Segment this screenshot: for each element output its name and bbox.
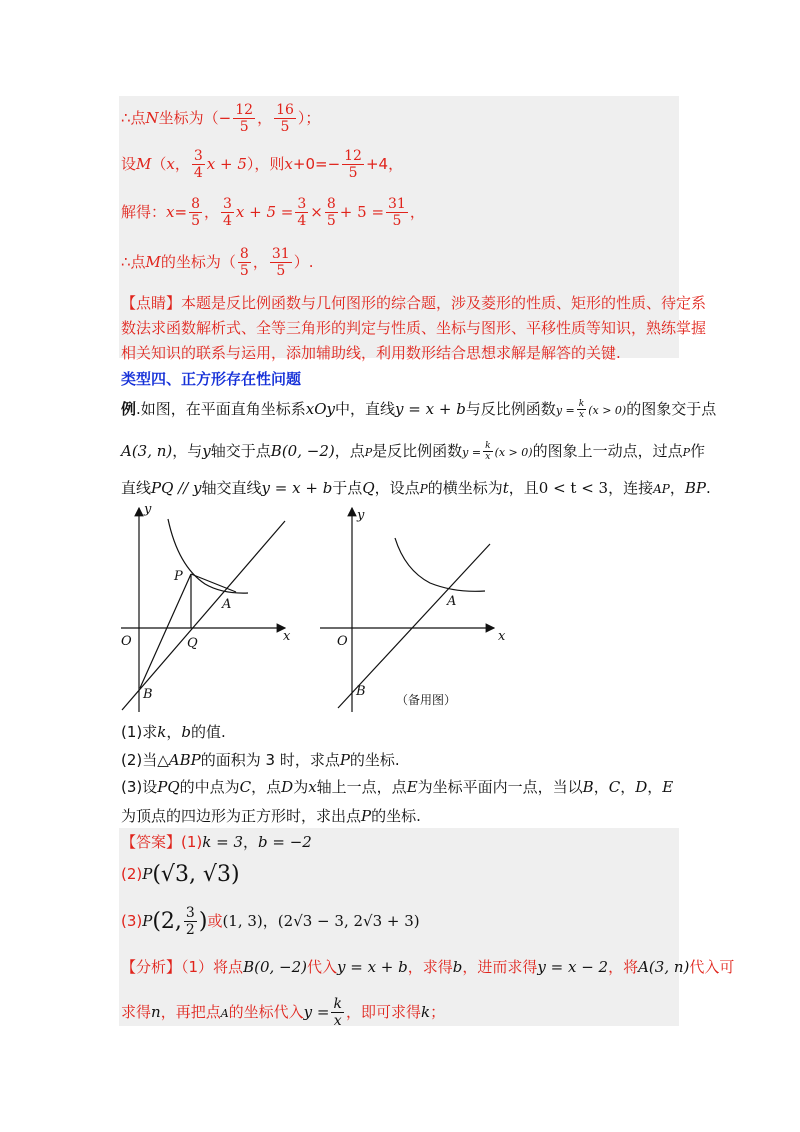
question-3-line-2: 为顶点的四边形为正方形时，求出点P的坐标. xyxy=(121,807,421,825)
fig2-label-B: B xyxy=(356,684,366,699)
figure-2 xyxy=(320,508,494,712)
comment-line-1: 【点睛】本题是反比例函数与几何图形的综合题，涉及菱形的性质、矩形的性质、待定系 xyxy=(121,294,707,312)
fig1-label-B: B xyxy=(143,687,153,702)
fig1-hyperbola xyxy=(168,519,248,593)
problem-line-3: 直线PQ // y轴交直线y = x + b于点Q，设点P的横坐标为t，且0 < t < 3，连接AP，BP. xyxy=(121,479,711,497)
fig1-label-O: O xyxy=(121,634,132,649)
problem-line-2: A(3, n)，与y轴交于点B(0, −2)，点P是反比例函数y = $\frac{k}{x}$ (x > 0)的图象上一动点，过点P作 xyxy=(121,441,705,462)
fig2-label-A: A xyxy=(447,594,457,609)
question-3-line-1: (3)设PQ的中点为C，点D为x轴上一点，点E为坐标平面内一点，当以B，C，D，E xyxy=(121,778,674,796)
question-2: (2)当△ABP的面积为 3 时，求点P的坐标. xyxy=(121,751,400,769)
fig2-hyperbola xyxy=(395,538,485,591)
answer-line-1: 【答案】(1)k = 3，b = −2 xyxy=(121,833,312,851)
comment-line-2: 数法求函数解析式、全等三角形的判定与性质、坐标与图形、平移性质等知识，熟练掌握 xyxy=(121,319,707,337)
solution-line-2: 设M（x， $\frac{3}{4}$ x + 5），则x+0=− $\frac{12}{5}$ +4， xyxy=(121,148,404,181)
answer-line-3: (3)P(2, $\frac{3}{2}$ )或(1, 3)，(2√3 − 3, 2√3 + 3) xyxy=(121,905,420,938)
problem-line-1: 例.如图，在平面直角坐标系xOy中，直线y = x + b与反比例函数y = $\frac{k}{x}$ (x > 0)的图象交于点 xyxy=(121,399,717,420)
answer-line-2: (2)P(√3, √3) xyxy=(121,862,240,887)
fig2-caption: （备用图） xyxy=(396,693,457,707)
solution-line-4: ∴点M的坐标为（ $\frac{8}{5}$ ， $\frac{31}{5}$ ）. xyxy=(121,246,314,279)
solution-line-3: 解得：x= $\frac{8}{5}$ ， $\frac{3}{4}$ x + 5 = $\frac{3}{4}$ × $\frac{8}{5}$ + 5 = $\frac{31}{5}$ ， xyxy=(121,196,425,229)
fig1-label-P: P xyxy=(174,569,183,584)
fig1-label-x: x xyxy=(283,629,291,644)
fig1-label-y: y xyxy=(144,502,152,517)
analysis-line-1: 【分析】（1）将点B(0, −2)代入y = x + b，求得b，进而求得y = x − 2，将A(3, n)代入可 xyxy=(121,958,735,976)
example-label: 例 xyxy=(121,400,137,418)
fig2-line-AB xyxy=(338,544,490,708)
solution-line-1: ∴点N坐标为（− $\frac{12}{5}$ ， $\frac{16}{5}$ ）； xyxy=(121,102,321,135)
question-1: (1)求k，b的值. xyxy=(121,723,226,741)
fig1-label-A: A xyxy=(222,597,232,612)
fig2-label-O: O xyxy=(337,634,348,649)
comment-line-3: 相关知识的联系与运用，添加辅助线，利用数形结合思想求解是解答的关键. xyxy=(121,344,621,362)
fig1-segment-PB xyxy=(140,574,191,688)
figure-1 xyxy=(121,508,285,712)
fig2-label-x: x xyxy=(498,629,506,644)
fig1-line-AB xyxy=(122,521,285,710)
fig1-segment-PA xyxy=(191,574,236,592)
analysis-line-2: 求得n，再把点A的坐标代入y = $\frac{k}{x}$ ，即可求得k； xyxy=(121,996,446,1029)
fig2-label-y: y xyxy=(357,508,365,523)
fig1-label-Q: Q xyxy=(187,636,198,651)
section-heading: 类型四、正方形存在性问题 xyxy=(121,370,302,388)
